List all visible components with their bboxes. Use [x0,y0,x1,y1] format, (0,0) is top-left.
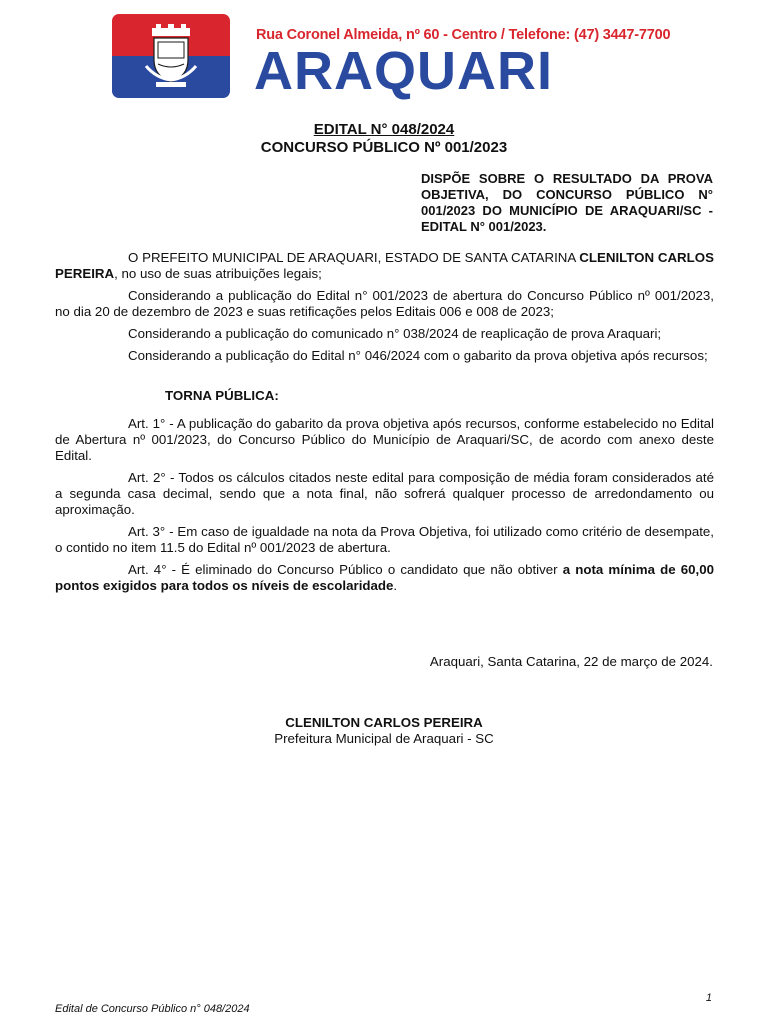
considerando-1 [55,288,714,320]
footer-document-reference: Edital de Concurso Público n° 048/2024 [55,1003,250,1015]
considerando-3 [55,348,714,364]
considerando-3-text: Considerando a publicação do Edital n° 046/2024 com o gabarito da prova objetiva após recursos; [128,348,708,363]
place-and-date: Araquari, Santa Catarina, 22 de março de 2024. [429,654,713,669]
intro-paragraph [55,250,714,282]
page-number: 1 [705,992,712,1004]
signer-name: CLENILTON CARLOS PEREIRA [285,715,483,730]
article-4 [55,562,714,594]
considerando-2 [55,326,714,342]
coat-of-arms-icon [112,14,230,98]
concurso-title: CONCURSO PÚBLICO Nº 001/2023 [260,139,508,156]
article-4-end: . [393,578,398,593]
article-1 [55,416,714,464]
article-4-text [55,562,714,594]
torna-publica-heading: TORNA PÚBLICA: [165,388,279,403]
preamble-section [55,250,714,282]
considerando-2-text: Considerando a publicação do comunicado n° 038/2024 de reaplicação de prova Araquari; [128,326,662,341]
intro-rest: , no uso de suas atribuições legais; [114,266,322,281]
edital-number-title [0,121,768,138]
article-4-lead: Art. 4° - É eliminado do Concurso Público o candidato que não obtiver [128,562,563,577]
municipal-coat-of-arms-logo [112,14,230,98]
intro-lead: O PREFEITO MUNICIPAL DE ARAQUARI, ESTADO DE SANTA CATARINA [128,250,580,265]
article-3 [55,524,714,556]
article-2 [55,470,714,518]
signer-role: Prefeitura Municipal de Araquari - SC [274,731,494,746]
article-2-text: Art. 2° - Todos os cálculos citados neste edital para composição de média foram considerados até a segunda casa decimal, sendo que a nota final, não sofrerá qualquer processo de arredondamento ou aproximação. [55,470,714,517]
article-4-bold: a nota mínima de 60,00 pontos exigidos para todos os níveis de escolaridade [55,562,714,593]
ementa-summary: DISPÕE SOBRE O RESULTADO DA PROVA OBJETIVA, DO CONCURSO PÚBLICO N° 001/2023 DO MUNICÍPIO DE ARAQUARI/SC - EDITAL N° 001/2023. [421,171,713,234]
article-1-text: Art. 1° - A publicação do gabarito da prova objetiva após recursos, conforme estabelecido no Edital de Abertura nº 001/2023, do Concurso Público do Município de Araquari/SC, de acordo com anexo deste Edital. [55,416,714,463]
article-3-text: Art. 3° - Em caso de igualdade na nota da Prova Objetiva, foi utilizado como critério de desempate, o contido no item 11.5 do Edital nº 001/2023 de abertura. [55,524,714,555]
edital-number-text: EDITAL N° 048/2024 [313,121,455,138]
header-brand-name: ARAQUARI [254,41,553,101]
considerando-1-text: Considerando a publicação do Edital n° 001/2023 de abertura do Concurso Público nº 001/2023, no dia 20 de dezembro de 2023 e suas retificações pelos Editais 006 e 008 de 2023; [55,288,714,319]
header-address: Rua Coronel Almeida, nº 60 - Centro / Telefone: (47) 3447-7700 [256,27,671,43]
intro-mayor-name: CLENILTON CARLOS PEREIRA [55,250,714,281]
